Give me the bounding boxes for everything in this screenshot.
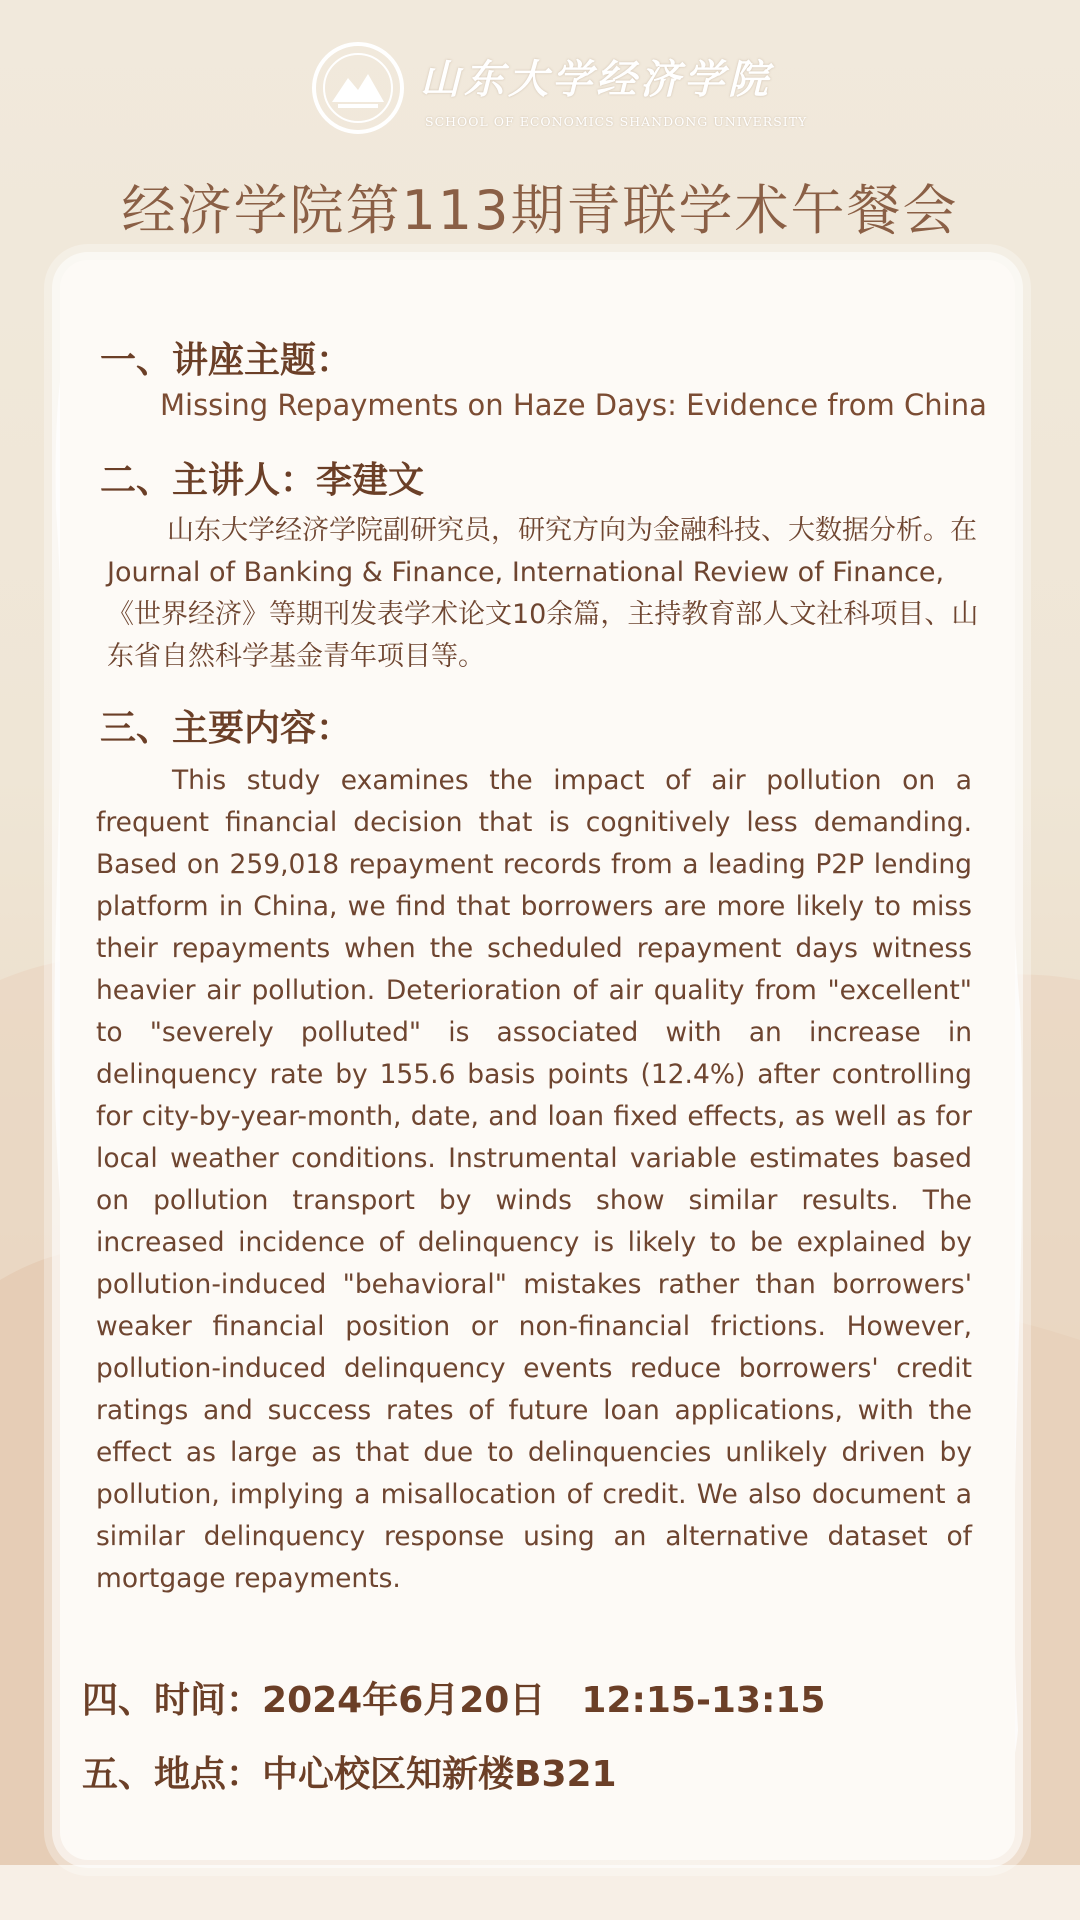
topic-heading: 一、讲座主题： <box>100 340 353 381</box>
abstract-text: This study examines the impact of air pollution on a frequent financial decision that is cognitively less demanding. Based on 259,018 repayment records from a leading P2P lending platform in China, we find that borrowers are more likely to miss their repayments when the scheduled repayment days witness heavier air pollution. Deterioration of air quality from "excellent" to "severely polluted" is associated with an increase in delinquency rate by 155.6 basis points (12.4%) after controlling for city-by-year-month, date, and loan fixed effects, as well as for local weather conditions. Instrumental variable estimates based on pollution transport by winds show similar results. The increased incidence of delinquency is likely to be explained by pollution-induced "behavioral" mistakes rather than borrowers' weaker financial position or non-financial frictions. However, pollution-induced delinquency events reduce borrowers' credit ratings and success rates of future loan applications, with the effect as large as that due to delinquencies unlikely driven by pollution, implying a misallocation of credit. We also document a similar delinquency response using an alternative dataset of mortgage repayments. <box>96 765 972 1594</box>
time-value: 2024年6月20日 12:15-13:15 <box>262 1680 826 1721</box>
place-line <box>82 1746 617 1797</box>
logo-chinese-text: 山东大学经济学院 <box>420 56 772 103</box>
page-title: 经济学院第113期青联学术午餐会 <box>121 179 959 242</box>
time-line <box>82 1672 825 1723</box>
speaker-heading: 二、主讲人：李建文 <box>100 460 425 501</box>
place-label: 五、地点： <box>82 1754 263 1795</box>
speaker-bio: 山东大学经济学院副研究员，研究方向为金融科技、大数据分析。在Journal of Banking & Finance, International Review of Finance, 《世界经济》等期刊发表学术论文10余篇，主持教育部人文社科项目、山东省自然科学基金青年项目等。 <box>107 515 979 672</box>
time-label: 四、时间： <box>82 1680 263 1721</box>
content-heading: 三、主要内容： <box>100 708 353 749</box>
logo-english-text: SCHOOL OF ECONOMICS SHANDONG UNIVERSITY <box>425 114 808 129</box>
topic-content: Missing Repayments on Haze Days: Evidence from China <box>160 388 987 422</box>
university-seal-icon <box>310 40 406 136</box>
bottom-strip <box>0 1865 1080 1920</box>
university-logo <box>310 40 808 140</box>
place-value: 中心校区知新楼B321 <box>262 1754 617 1795</box>
